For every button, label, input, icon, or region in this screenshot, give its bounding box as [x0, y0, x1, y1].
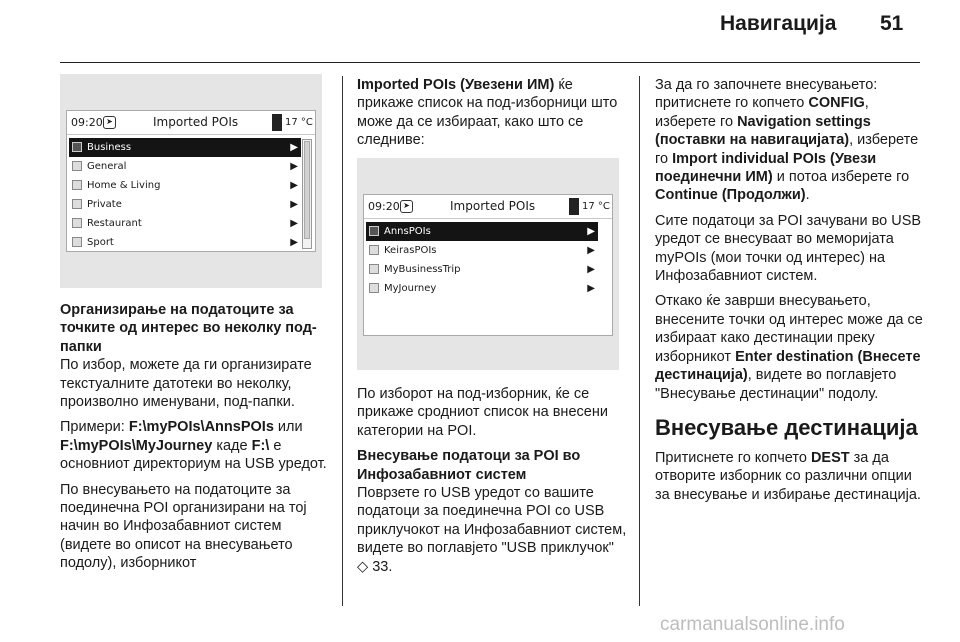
menu-name: Import individual POIs (Увези поединечни ИМ)	[655, 150, 877, 186]
clock: 09:20	[71, 116, 103, 129]
status-bar	[67, 111, 315, 135]
list-item[interactable]	[69, 233, 301, 252]
folder-icon	[369, 245, 379, 255]
text: , изберете го	[655, 132, 919, 167]
column-2	[357, 76, 629, 157]
watermark: carmanualsonline.info	[660, 614, 845, 635]
clock: 09:20	[368, 200, 400, 213]
text: ќе прикаже список на под-изборници што може да се избираат, како што се следниве:	[357, 77, 618, 149]
section-heading: Внесување податоци за POI во Инфозабавниот систем	[357, 448, 581, 483]
nav-arrow-icon: ➤	[400, 200, 413, 213]
list-item[interactable]	[366, 222, 598, 241]
section-title: Внесување дестинација	[655, 414, 918, 440]
list-item[interactable]	[366, 260, 598, 279]
chevron-right-icon: ▶	[587, 283, 595, 294]
folder-icon	[369, 226, 379, 236]
screen-title: Imported POIs	[450, 199, 536, 213]
thermometer-icon	[272, 114, 282, 131]
list-item[interactable]	[366, 241, 598, 260]
folder-icon	[72, 161, 82, 171]
text: .	[805, 187, 810, 204]
paragraph: Сите податоци за POI зачувани во USB уредот се внесуваат во меморијата myPOIs (мои точки од интерес) на Инфозабавниот систем.	[655, 212, 922, 285]
chevron-right-icon: ▶	[587, 245, 595, 256]
column-2-lower	[357, 385, 629, 583]
column-divider	[639, 76, 640, 606]
scrollbar-thumb[interactable]	[304, 141, 310, 239]
drive-letter: F:\	[251, 437, 270, 454]
menu-name: Continue (Продолжи)	[655, 187, 806, 204]
chevron-right-icon: ▶	[587, 264, 595, 275]
section-heading: Организирање на податоците за точките од интерес во неколку под-папки	[60, 302, 317, 355]
paragraph	[357, 484, 629, 576]
screen-title: Imported POIs	[153, 115, 239, 129]
paragraph	[655, 449, 923, 504]
menu-name: Imported POIs (Увезени ИМ)	[357, 77, 555, 93]
screenshot-imported-pois-categories	[60, 74, 322, 288]
path-example: F:\myPOIs\MyJourney	[60, 437, 213, 454]
list-item[interactable]	[366, 279, 598, 298]
list-item[interactable]	[69, 195, 301, 214]
page-ref-icon: ◇	[357, 558, 373, 575]
chevron-right-icon: ▶	[290, 142, 298, 153]
list-item-label: MyBusinessTrip	[384, 264, 461, 275]
display-screen	[363, 194, 613, 336]
menu-list	[366, 222, 598, 298]
list-item-label: KeirasPOIs	[384, 245, 437, 256]
header-rule	[60, 62, 920, 63]
column-divider	[342, 76, 343, 606]
menu-list	[69, 138, 301, 252]
nav-arrow-icon: ➤	[103, 116, 116, 129]
screenshot-imported-pois-folders	[357, 158, 619, 370]
button-name: DEST	[810, 449, 850, 466]
text: Притиснете го копчето	[655, 449, 811, 466]
text: Откако ќе заврши внесувањето, внесените точки од интерес може да се избираат како дестинации преку изборникот	[655, 293, 923, 365]
page-number: 51	[880, 12, 904, 35]
text: или	[273, 419, 303, 436]
chevron-right-icon: ▶	[290, 199, 298, 210]
scrollbar[interactable]	[302, 139, 312, 249]
paragraph: По избор, можете да ги организирате текстуалните датотеки во неколку, произволно именувани, под-папки.	[60, 357, 312, 411]
folder-icon	[369, 283, 379, 293]
text: и потоа изберете го	[772, 169, 910, 186]
folder-icon	[72, 199, 82, 209]
chevron-right-icon: ▶	[290, 161, 298, 172]
temperature: 17 °C	[285, 117, 313, 128]
list-item-label: General	[87, 161, 127, 172]
status-bar	[364, 195, 612, 219]
text: За да го започнете внесувањето: притиснете го копчето	[655, 77, 878, 112]
list-item-label: Private	[87, 199, 122, 210]
chevron-right-icon: ▶	[587, 226, 595, 237]
chevron-right-icon: ▶	[290, 218, 298, 229]
paragraph: По внесувањето на податоците за поединечна POI организирани на тој начин во Инфозабавниот систем (видете во описот на внесувањето подолу), изборникот	[60, 481, 307, 572]
page-reference[interactable]: 33.	[372, 558, 393, 575]
menu-name: Navigation settings (поставки на навигацијата)	[655, 113, 871, 149]
list-item-label: Home & Living	[87, 180, 161, 191]
text: за да отворите изборник со различни опции за внесување и избирање дестинација.	[655, 449, 921, 503]
chevron-right-icon: ▶	[290, 237, 298, 248]
thermometer-icon	[569, 198, 579, 215]
paragraph	[655, 76, 923, 205]
list-item[interactable]	[69, 176, 301, 195]
list-item[interactable]	[69, 157, 301, 176]
page-header-title: Навигација	[720, 12, 837, 35]
temperature: 17 °C	[582, 201, 610, 212]
text: , видете во поглавјето "Внесување дестинации" подолу.	[655, 367, 897, 402]
paragraph: По изборот на под-изборник, ќе се прикаже сродниот список на внесени категории на POI.	[357, 386, 608, 439]
display-screen	[66, 110, 316, 252]
column-1	[60, 301, 332, 580]
folder-icon	[72, 142, 82, 152]
chevron-right-icon: ▶	[290, 180, 298, 191]
paragraph	[357, 76, 629, 150]
text: е основниот директориум на USB уредот.	[60, 437, 327, 473]
list-item-label: Restaurant	[87, 218, 142, 229]
text: Поврзете го USB уредот со вашите податоци за поединечна POI со USB приклучокот на Инфозабавниот систем, видете во поглавјето "USB приклучок"	[357, 485, 627, 557]
list-item-label: Business	[87, 142, 132, 153]
text: , изберете го	[655, 95, 869, 130]
list-item[interactable]	[69, 138, 301, 157]
column-3	[655, 76, 923, 511]
paragraph	[60, 418, 332, 473]
folder-icon	[72, 180, 82, 190]
text: Примери:	[60, 419, 129, 436]
list-item-label: MyJourney	[384, 283, 437, 294]
list-item-label: AnnsPOIs	[384, 226, 431, 237]
path-example: F:\myPOIs\AnnsPOIs	[128, 419, 274, 436]
folder-icon	[72, 237, 82, 247]
folder-icon	[369, 264, 379, 274]
button-name: CONFIG	[808, 95, 865, 112]
menu-name: Enter destination (Внесете дестинација)	[655, 348, 921, 384]
folder-icon	[72, 218, 82, 228]
text: каде	[212, 437, 252, 454]
list-item[interactable]	[69, 214, 301, 233]
paragraph	[655, 292, 923, 402]
list-item-label: Sport	[87, 237, 114, 248]
